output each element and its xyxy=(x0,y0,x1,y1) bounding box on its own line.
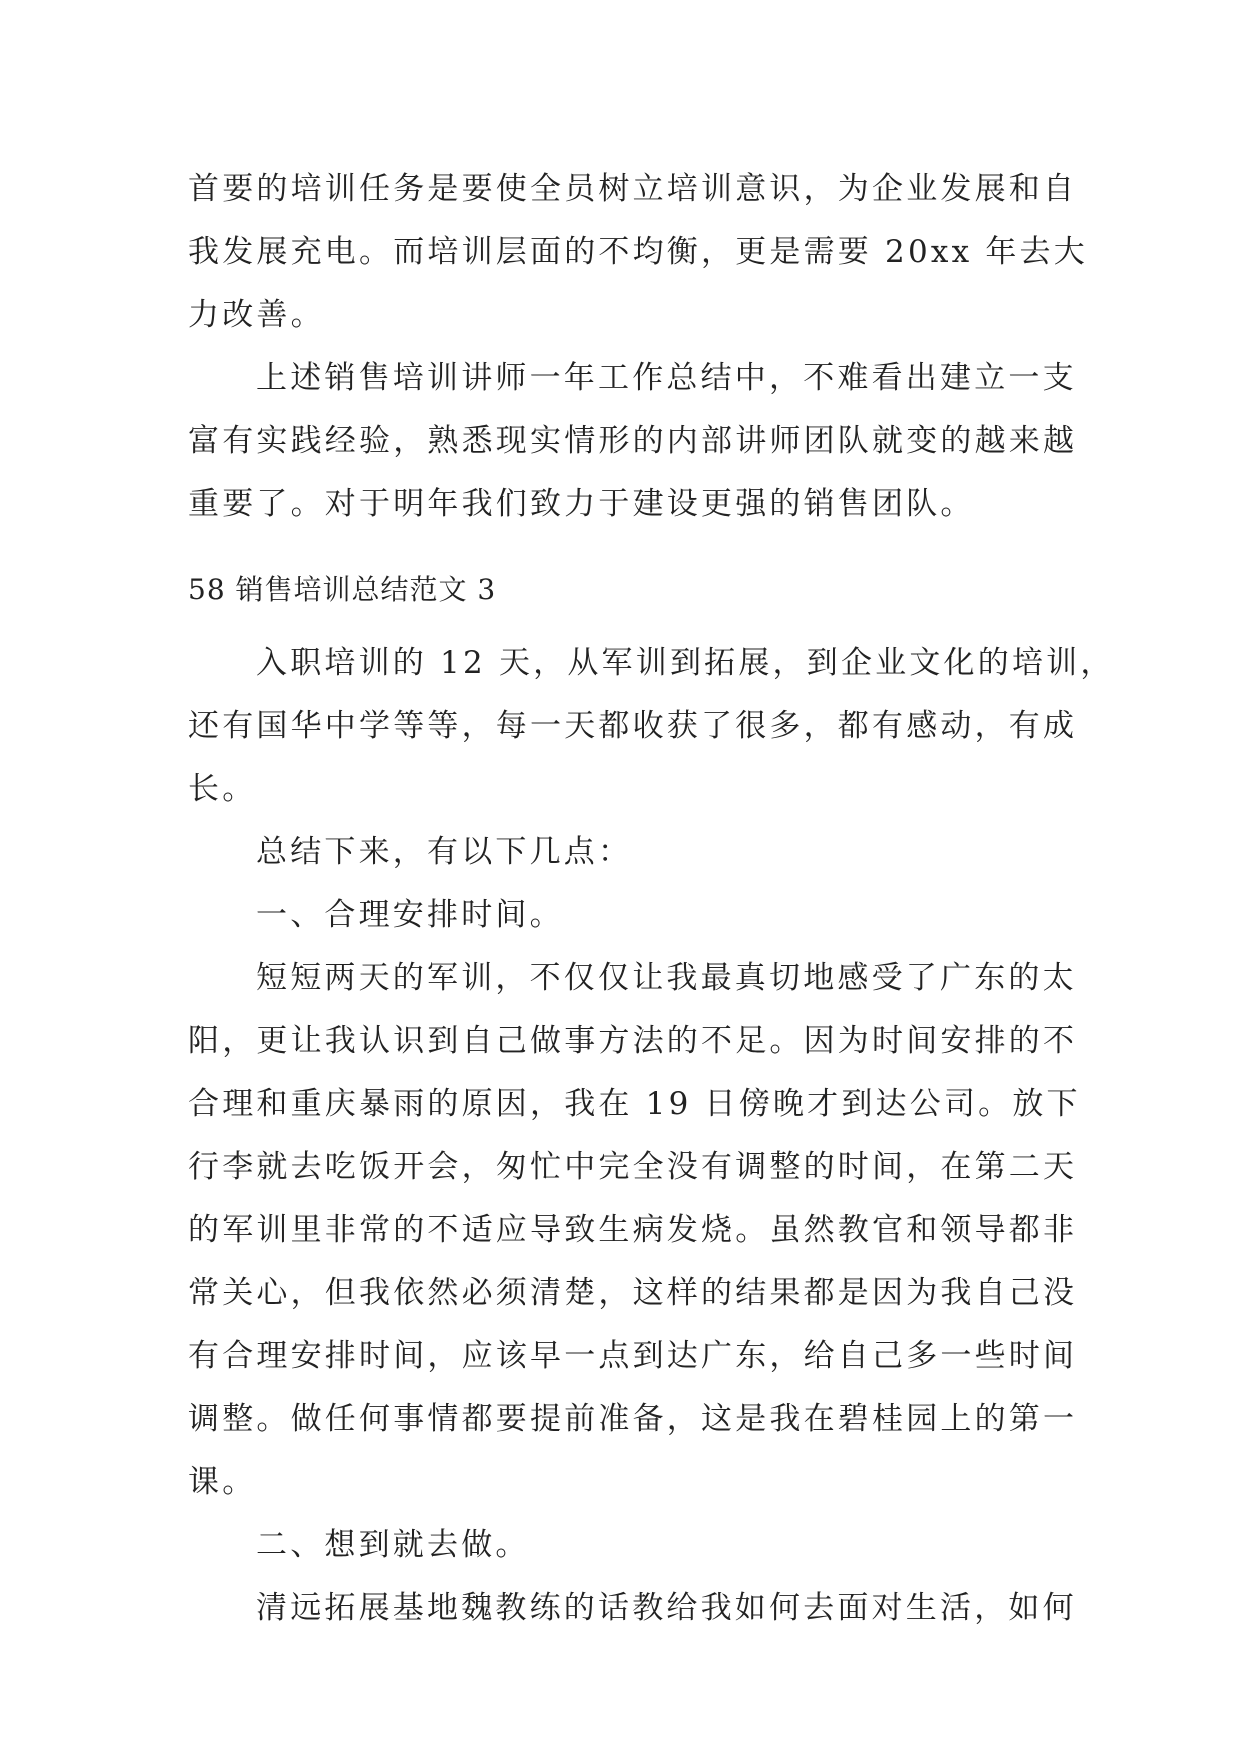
text-line: 还有国华中学等等，每一天都收获了很多，都有感动，有成 xyxy=(188,708,1078,744)
text-line: 的军训里非常的不适应导致生病发烧。虽然教官和领导都非 xyxy=(188,1212,1078,1248)
text-line: 清远拓展基地魏教练的话教给我如何去面对生活，如何 xyxy=(256,1590,1077,1626)
text-line: 行李就去吃饭开会，匆忙中完全没有调整的时间，在第二天 xyxy=(188,1149,1078,1185)
text-line: 调整。做任何事情都要提前准备，这是我在碧桂园上的第一 xyxy=(188,1401,1078,1437)
body-text-bottom xyxy=(188,632,1115,1640)
section-heading: 58 销售培训总结范文 3 xyxy=(188,573,497,606)
text-line: 我发展充电。而培训层面的不均衡，更是需要 20xx 年去大 xyxy=(188,234,1088,270)
text-line: 阳，更让我认识到自己做事方法的不足。因为时间安排的不 xyxy=(188,1023,1078,1059)
text-line: 一、合理安排时间。 xyxy=(256,897,564,933)
text-line: 合理和重庆暴雨的原因，我在 19 日傍晚才到达公司。放下 xyxy=(188,1086,1081,1122)
text-line: 长。 xyxy=(188,771,257,807)
text-line: 重要了。对于明年我们致力于建设更强的销售团队。 xyxy=(188,486,975,522)
text-line: 力改善。 xyxy=(188,297,325,333)
text-line: 上述销售培训讲师一年工作总结中，不难看出建立一支 xyxy=(256,360,1077,396)
text-line: 二、想到就去做。 xyxy=(256,1527,530,1563)
text-line: 课。 xyxy=(188,1464,257,1500)
text-line: 入职培训的 12 天，从军训到拓展，到企业文化的培训， xyxy=(256,645,1115,681)
text-line: 富有实践经验，熟悉现实情形的内部讲师团队就变的越来越 xyxy=(188,423,1078,459)
body-text-top xyxy=(188,158,1088,536)
text-line: 短短两天的军训，不仅仅让我最真切地感受了广东的太 xyxy=(256,960,1077,996)
text-line: 常关心，但我依然必须清楚，这样的结果都是因为我自己没 xyxy=(188,1275,1078,1311)
text-line: 有合理安排时间，应该早一点到达广东，给自己多一些时间 xyxy=(188,1338,1078,1374)
text-line: 总结下来，有以下几点： xyxy=(256,834,633,870)
text-line: 首要的培训任务是要使全员树立培训意识，为企业发展和自 xyxy=(188,171,1078,207)
